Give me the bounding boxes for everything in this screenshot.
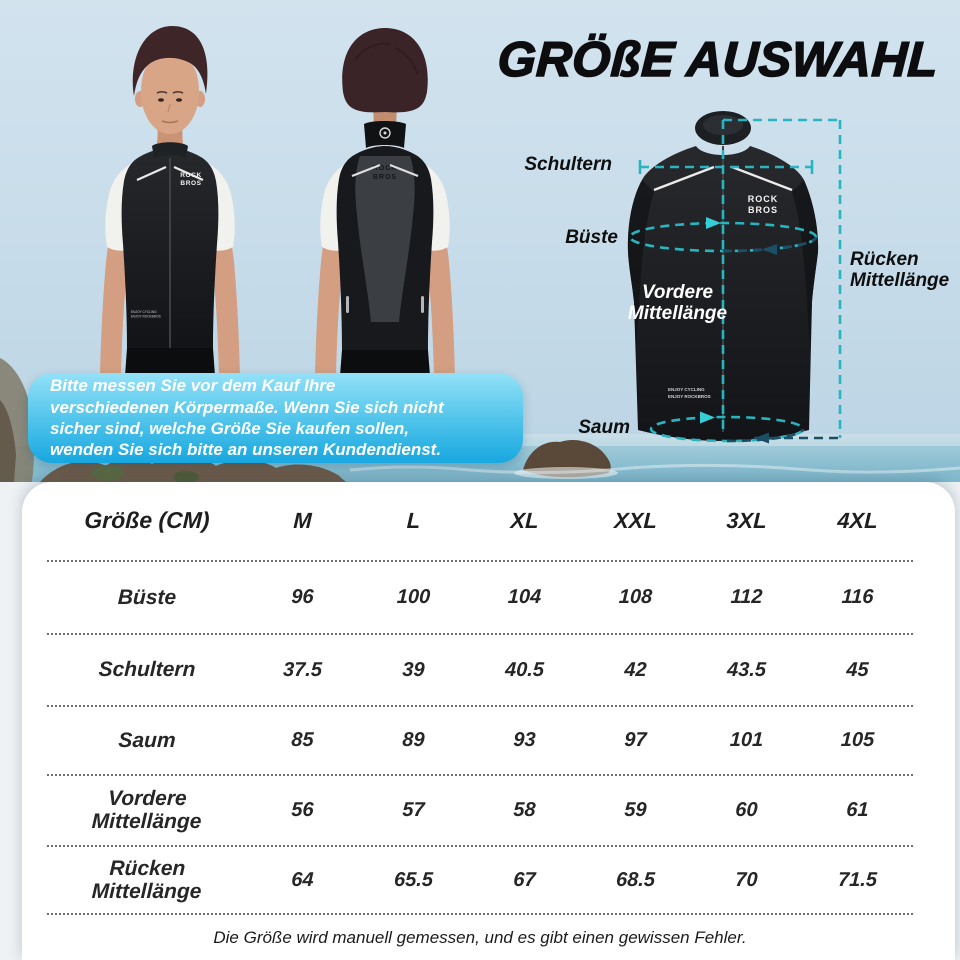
col-header-size: Größe (CM) [83, 507, 211, 534]
cell-value: 61 [846, 799, 870, 821]
cell-value: 64 [291, 868, 315, 891]
label-hem: Saum [578, 417, 630, 438]
cell-value: 100 [396, 586, 431, 608]
measure-notice-box [28, 373, 523, 463]
back-logo-line2: BROS [372, 174, 398, 181]
cell-value: 85 [291, 729, 315, 751]
front-left-eye [158, 98, 164, 102]
cell-value: 108 [618, 586, 653, 608]
back-left-reflector [346, 296, 349, 313]
col-header-l: L [406, 508, 421, 533]
table-row-hem [47, 707, 913, 776]
cell-value: 65.5 [393, 868, 434, 891]
diagram-logo-line1: ROCK [747, 194, 779, 204]
col-header-xxl: XXL [613, 508, 658, 533]
cell-value: 59 [624, 799, 648, 821]
size-table [47, 482, 913, 948]
col-header-m: M [292, 508, 313, 533]
front-hem-text-2: ENJOY ROCKBROS [131, 314, 161, 319]
notice-line-1: Bitte messen Sie vor dem Kauf Ihre [50, 376, 336, 396]
cell-value: 93 [513, 729, 537, 751]
back-collar-logo-dot-icon [384, 132, 387, 135]
row-label: Saum [118, 728, 176, 752]
label-back-mid-length-line2: Mittellänge [850, 269, 950, 291]
table-row-shoulders [47, 635, 913, 707]
table-header-row [47, 482, 913, 562]
size-table-panel [22, 482, 955, 960]
cell-value: 70 [735, 868, 759, 891]
cell-value: 43.5 [726, 658, 767, 681]
label-back-mid-length-line1: Rücken [850, 249, 919, 270]
table-row-back-mid-length [47, 847, 913, 915]
cell-value: 116 [841, 586, 874, 608]
page-title: GRÖßE AUSWAHL [496, 33, 940, 87]
front-chest-logo-line1: ROCK [180, 172, 202, 179]
cell-value: 96 [291, 586, 315, 608]
diagram-hem-text-2: ENJOY ROCKBROS [668, 394, 711, 399]
table-row-bust [47, 562, 913, 635]
model-back [315, 28, 455, 376]
cell-value: 45 [846, 658, 870, 681]
back-right-reflector [421, 296, 424, 313]
notice-line-3: sicher sind, welche Größe Sie kaufen sollen, [50, 419, 410, 438]
row-label: Büste [117, 585, 177, 609]
cell-value: 42 [624, 658, 648, 681]
label-bust: Büste [565, 227, 618, 248]
row-label: Schultern [98, 658, 196, 682]
col-header-4xl: 4XL [836, 508, 879, 533]
cell-value: 105 [840, 729, 875, 751]
label-front-mid-length [615, 283, 740, 324]
front-hem-text-1: ENJOY CYCLING [131, 310, 157, 314]
back-logo-line1: ROCK [372, 165, 398, 172]
cell-value: 67 [513, 868, 537, 891]
cell-value: 37.5 [282, 658, 323, 681]
row-label: Rücken Mittellänge [91, 856, 202, 903]
model-front [100, 26, 240, 376]
label-front-mid-length-line2: Mittellänge [627, 302, 728, 324]
cell-value: 112 [730, 586, 763, 608]
cell-value: 104 [507, 586, 542, 608]
cell-value: 71.5 [837, 868, 878, 891]
cell-value: 68.5 [615, 868, 656, 891]
row-label: Vordere Mittellänge [91, 787, 202, 834]
label-front-mid-length-line1: Vordere [641, 282, 714, 303]
diagram-logo-line2: BROS [747, 205, 779, 215]
cell-value: 97 [624, 729, 648, 751]
notice-line-2: verschiedenen Körpermaße. Wenn Sie sich nicht [50, 397, 444, 417]
cell-value: 40.5 [504, 658, 545, 681]
label-shoulders: Schultern [524, 154, 612, 175]
cell-value: 101 [729, 729, 764, 751]
front-shorts [125, 348, 215, 376]
label-back-mid-length [850, 250, 960, 291]
table-row-front-mid-length [47, 776, 913, 847]
cell-value: 57 [402, 799, 426, 821]
col-header-xl: XL [510, 508, 540, 533]
cell-value: 60 [735, 799, 759, 821]
front-chest-logo-line2: BROS [180, 180, 202, 187]
footer-note: Die Größe wird manuell gemessen, und es gibt einen gewissen Fehler. [213, 928, 747, 947]
cell-value: 39 [402, 658, 426, 681]
cell-value: 58 [513, 799, 537, 821]
col-header-3xl: 3XL [725, 508, 768, 533]
cell-value: 89 [402, 729, 426, 751]
cell-value: 56 [291, 799, 315, 821]
diagram-hem-text-1: ENJOY CYCLING [668, 387, 705, 392]
front-right-eye [176, 98, 182, 102]
notice-line-4: wenden Sie sich bitte an unseren Kundendienst. [50, 440, 442, 460]
